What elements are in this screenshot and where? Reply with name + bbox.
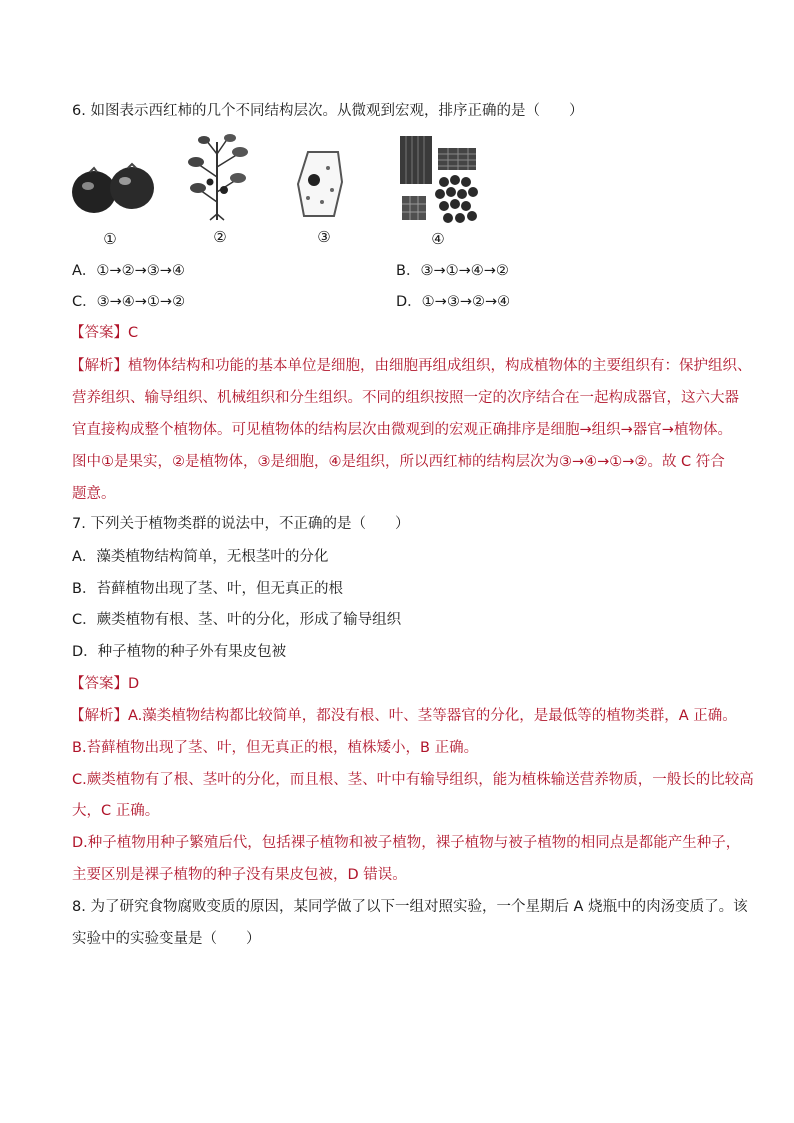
- q6-analysis-line-5: 题意。: [72, 486, 116, 502]
- q6-option-c[interactable]: C．③→④→①→②: [72, 294, 186, 310]
- q7-option-a[interactable]: A．藻类植物结构简单，无根茎叶的分化: [72, 549, 329, 565]
- q7-analysis-line-2: B.苔藓植物出现了茎、叶，但无真正的根，植株矮小，B 正确。: [72, 740, 479, 756]
- q7-analysis-line-5: D.种子植物用种子繁殖后代，包括裸子植物和被子植物，裸子植物与被子植物的相同点是都能产生种子，: [72, 835, 741, 851]
- q6-analysis-line-3: 官直接构成整个植物体。可见植物体的结构层次由微观到的宏观正确排序是细胞→组织→器官→植物体。: [72, 422, 732, 438]
- answer-tag: 【答案】: [70, 676, 128, 692]
- tomato-plant-figure: [180, 132, 254, 228]
- q6-analysis-line-1: 【解析】植物体结构和功能的基本单位是细胞，由细胞再组成组织，构成植物体的主要组织有：保护组织、: [70, 358, 752, 374]
- plant-cell-figure: [294, 148, 346, 224]
- q7-analysis-line-4: 大，C 正确。: [72, 803, 160, 819]
- answer-value: D: [128, 676, 140, 692]
- answer-tag: 【答案】: [70, 325, 128, 341]
- q6-option-d[interactable]: D．①→③→②→④: [396, 294, 511, 310]
- q8-stem-line-1: 8. 为了研究食物腐败变质的原因，某同学做了以下一组对照实验，一个星期后 A 烧瓶中的肉汤变质了。该: [72, 899, 748, 915]
- answer-value: C: [128, 325, 139, 341]
- q7-option-b[interactable]: B．苔藓植物出现了茎、叶，但无真正的根: [72, 581, 343, 597]
- q6-option-a[interactable]: A．①→②→③→④: [72, 263, 185, 279]
- analysis-tag: 【解析】: [70, 358, 128, 374]
- q7-stem: 7. 下列关于植物类群的说法中，不正确的是（ ）: [72, 516, 410, 532]
- q6-stem: 6. 如图表示西红柿的几个不同结构层次。从微观到宏观，排序正确的是（ ）: [72, 103, 584, 119]
- q7-option-d[interactable]: D．种子植物的种子外有果皮包被: [72, 644, 287, 660]
- q8-stem-line-2: 实验中的实验变量是（ ）: [72, 931, 261, 947]
- q6-analysis-line-4: 图中①是果实，②是植物体，③是细胞，④是组织，所以西红柿的结构层次为③→④→①→②。故 C 符合: [72, 454, 725, 470]
- q7-option-c[interactable]: C．蕨类植物有根、茎、叶的分化，形成了输导组织: [72, 612, 402, 628]
- q7-analysis-line-1: 【解析】A.藻类植物结构都比较简单，都没有根、叶、茎等器官的分化，是最低等的植物类群，A 正确。: [70, 708, 737, 724]
- q6-option-b[interactable]: B．③→①→④→②: [396, 263, 509, 279]
- q6-answer: [70, 323, 720, 343]
- q7-answer: [70, 674, 720, 694]
- tomato-fruit-figure: [70, 158, 158, 222]
- figure-label-2: ②: [213, 228, 227, 246]
- figure-label-4: ④: [431, 230, 445, 248]
- figure-label-3: ③: [317, 228, 331, 246]
- q6-analysis-line-2: 营养组织、输导组织、机械组织和分生组织。不同的组织按照一定的次序结合在一起构成器官，这六大器: [72, 390, 739, 406]
- analysis-tag: 【解析】: [70, 708, 128, 724]
- q7-analysis-line-3: C.蕨类植物有了根、茎叶的分化，而且根、茎、叶中有输导组织，能为植株输送营养物质，一般长的比较高: [72, 772, 754, 788]
- figure-label-1: ①: [103, 230, 117, 248]
- q7-analysis-line-6: 主要区别是裸子植物的种子没有果皮包被，D 错误。: [72, 867, 407, 883]
- tissue-figure: [398, 134, 480, 230]
